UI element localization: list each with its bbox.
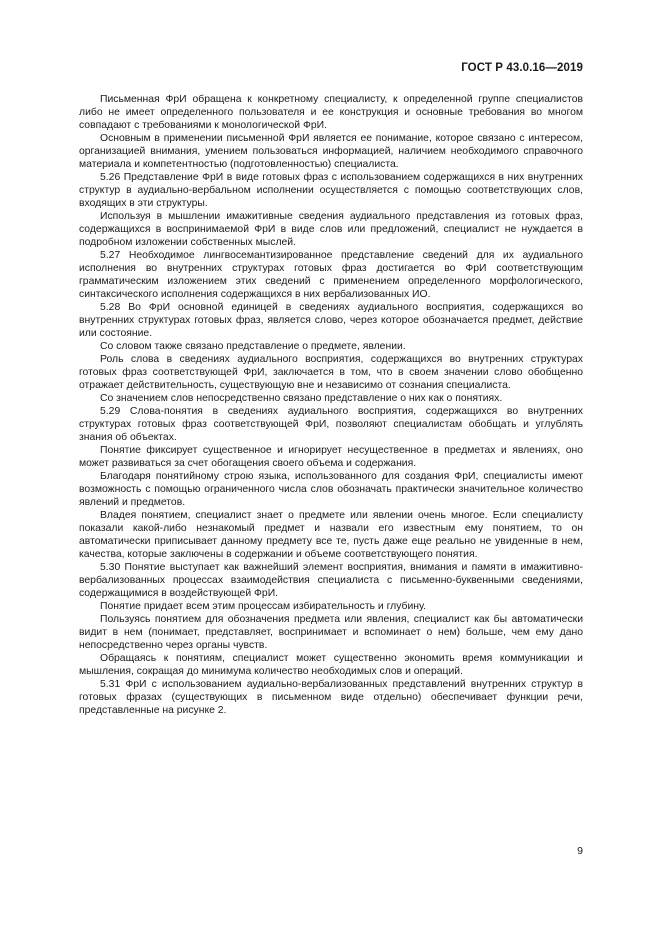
paragraph: 5.31 ФрИ с использованием аудиально-вербализованных представлений внутренних структур в готовых фразах (существующих в письменном виде отдельно) обеспечивает функции речи, представленные на рисунке 2. bbox=[79, 679, 583, 716]
paragraph: Владея понятием, специалист знает о предмете или явлении очень многое. Если специалисту показали какой-либо незнакомый предмет и назвали его известным ему понятием, то он автоматически приписывает данному предмету все те, пусть даже еще реально не увиденные в нем, качества, которые заключены в содержании и объеме соответствующего понятия. bbox=[79, 510, 583, 560]
paragraph: 5.28 Во ФрИ основной единицей в сведениях аудиального восприятия, содержащихся во внутренних структурах готовых фраз, является слово, через которое обозначается предмет, действие или состояние. bbox=[79, 302, 583, 339]
paragraph: Роль слова в сведениях аудиального восприятия, содержащихся во внутренних структурах готовых фраз соответствующей ФрИ, заключается в том, что в своем значении слово обобщенно отражает действительность, существующую вне и независимо от сознания специалиста. bbox=[79, 354, 583, 391]
paragraph: 5.26 Представление ФрИ в виде готовых фраз с использованием содержащихся в них внутренних структур в аудиально-вербальном исполнении осуществляется с помощью соответствующих слов, входящих в эти структуры. bbox=[79, 172, 583, 209]
paragraph: Обращаясь к понятиям, специалист может существенно экономить время коммуникации и мышления, сокращая до минимума количество необходимых слов и операций. bbox=[79, 653, 583, 677]
paragraph: Понятие придает всем этим процессам избирательность и глубину. bbox=[100, 601, 427, 612]
paragraph: 5.30 Понятие выступает как важнейший элемент восприятия, внимания и памяти в имажитивно-вербализованных процессах взаимодействия специалиста с письменно-буквенными сведениями, содержащимися в воздействующей ФрИ. bbox=[79, 562, 583, 599]
paragraph: 5.27 Необходимое лингвосемантизированное представление сведений для их аудиального исполнения во внутренних структурах готовых фраз достигается во ФрИ соответствующим грамматическим изложением этих сведений с применением определенного морфологического, синтаксического исполнения содержащихся в них вербализованных ИО. bbox=[79, 250, 583, 300]
paragraph: Письменная ФрИ обращена к конкретному специалисту, к определенной группе специалистов либо не имеет определенного пользователя и ее конструкция и основные требования во многом совпадают с требованиями к монологической ФрИ. bbox=[79, 94, 583, 131]
document-body bbox=[79, 93, 583, 717]
paragraph: Со значением слов непосредственно связано представление о них как о понятиях. bbox=[100, 393, 503, 404]
paragraph: Используя в мышлении имажитивные сведения аудиального представления из готовых фраз, содержащихся в воспринимаемой ФрИ в виде слов или предложений, специалист не нуждается в подробном изложении собственных мыслей. bbox=[79, 211, 583, 248]
paragraph: Со словом также связано представление о предмете, явлении. bbox=[100, 341, 406, 352]
paragraph: Понятие фиксирует существенное и игнорирует несущественное в предметах и явлениях, оно может развиваться за счет обогащения своего объема и содержания. bbox=[79, 445, 583, 469]
page-number: 9 bbox=[577, 845, 583, 857]
paragraph: Основным в применении письменной ФрИ является ее понимание, которое связано с интересом, организацией внимания, умением пользоваться информацией, наличием необходимого справочного материала и компетентностью (подготовленностью) специалиста. bbox=[79, 133, 583, 170]
paragraph: Пользуясь понятием для обозначения предмета или явления, специалист как бы автоматически видит в нем (понимает, представляет, воспринимает и вспоминает о нем) больше, чем ему дано непосредственно через органы чувств. bbox=[79, 614, 583, 651]
paragraph: Благодаря понятийному строю языка, использованного для создания ФрИ, специалисты имеют возможность с помощью ограниченного числа слов обозначать практически значительное количество явлений и предметов. bbox=[79, 471, 583, 508]
document-header: ГОСТ Р 43.0.16—2019 bbox=[461, 62, 583, 74]
paragraph: 5.29 Слова-понятия в сведениях аудиального восприятия, содержащихся во внутренних структурах готовых фраз соответствующей ФрИ, позволяют специалистам обобщать и углублять знания об объектах. bbox=[79, 406, 583, 443]
